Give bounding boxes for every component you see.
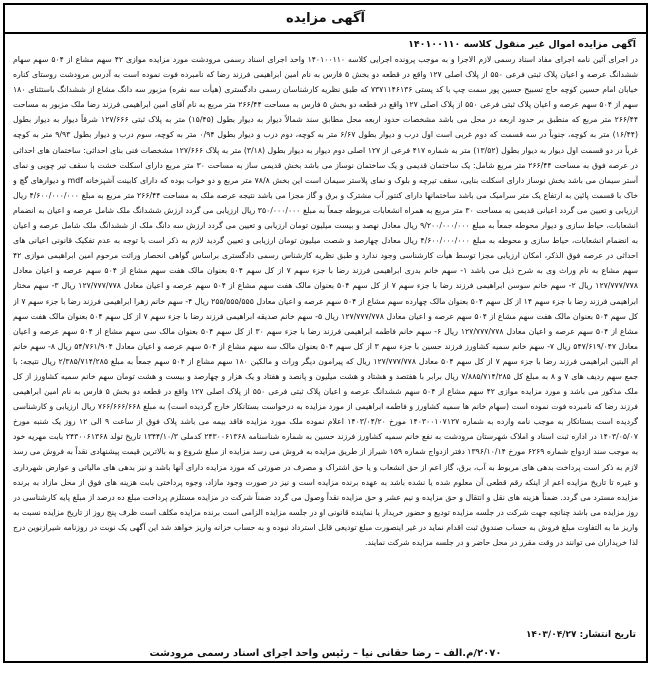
- notice-subheading: آگهی مزایده اموال غیر منقول کلاسه ۱۴۰۱۰۰۱۱۰: [408, 39, 636, 50]
- publish-date: تاریخ انتشار: ۱۴۰۳/۰۴/۲۷: [525, 630, 636, 640]
- auction-notice: [3, 3, 648, 663]
- notice-body: در اجرای آئین نامه اجرای مفاد اسناد رسمی لازم الاجرا و به موجب پرونده اجرایی کلاسه ۱۴۰۱۰۰۱۱۰ واحد اجرای اسناد رسمی مرودشت مورد مزایده موازی ۴۲ سهم مشاع از ۵۰۴ سهم سهام ششدانگ عرصه و اعیان پلاک ثبتی فرعی ۵۵۰ از پلاک اصلی ۱۲۷ واقع در قطعه دو بخش ۵ فارس به نام امین ابراهیمی فرزند رضا که نامبرده فوت نموده است به آدرس مرودشت روستای کناره خیابان امام حسین کوچه حاج تسبیح حسین پور سمت چپ با کد پستی ۷۳۷۱۱۴۶۱۳۶ که طبق نظریه کارشناسان رسمی دادگستری (هیأت سه نفره) مزبور سه دانگ مشاع از ششدانگ باستثنای ۱۸۰ سهم از ۵۰۴ سهم عرصه و اعیان پلاک ثبتی فرعی ۵۵۰ از پلاک اصلی ۱۲۷ واقع در قطعه دو بخش ۵ فارس به مساحت ۲۶۶/۴۴ متر مربع به نام آقای امین ابراهیمی فرزند رضا ملک مزبور به مساحت ۲۶۶/۴۴ متر مربع که منطبق بر حدود اربعه در محل می باشد مشخصات حدود اربعه محل مطابق سند شمالاً دیوار به دیوار بطول (۱۵/۴۵) متر به پلاک ثبتی ۱۲۷/۶۶۶ شرقاً دیوار به دیوار بطول (۱۶/۴۴) متر به کوچه، جنوباً در سه قسمت که دوم غربی است اول درب و دیوار بطول ۶/۶۷ متر به کوچه، دوم درب و دیوار بطول ۰/۹۴ متر به کوچه، سوم درب و دیوار بطول ۹/۹۳ متر به کوچه غرباً در دو قسمت اول دیوار به دیوار بطول (۱۳/۵۲) متر به شماره ۴۱۷ فرعی از ۱۲۷ اصلی دوم دیوار به دیوار بطول (۳/۱۸) متر به پلاک ۱۲۷/۶۶۶ مشخصات فنی بنای احداثی: ساختمان های احداثی در عرصه فوق به مساحت ۲۶۶/۴۴ متر مربع شامل: یک ساختمان قدیمی و یک ساختمان نوساز می باشد بخش قدیمی ساز به مساحت ۳۰ متر مربع دارای اسکلت خشت با سقف تیر چوبی و نمای آستر سیمان می باشد بخش نوساز دارای اسکلت بنایی، سقف تیرچه و بلوک و نمای پلاستر سیمان است این بخش ۷۸/۸ متر مربع و دو خواب بوده که دارای کابینت آشپزخانه mdf و دیوارهای گچ و خاک با قسمت پائین به ارتفاع یک متر سرامیک می باشد ساختمانها دارای کنتور آب مشترک و برق و گاز مجزا می باشد نتیجه عرصه ملک به مساحت ۲۶۶/۴۴ متر مربع به مبلغ ۴/۶۰۰/۰۰۰/۰۰۰ ریال ارزیابی و تعیین می گردد اعیانی قدیمی به مساحت ۳۰ متر مربع به همراه انشعابات مربوطه جمعاً به مبلغ ۳۵۰/۰۰۰/۰۰۰ ریال ارزیابی می گردد ارزش ششدانگ ملک شامل عرصه و اعیان به انضمام انشعابات، حیاط سازی و دیوار محوطه جمعاً به مبلغ ۹/۲۰۰/۰۰۰/۰۰۰ ریال معادل نهصد و بیست میلیون تومان ارزیابی و تعیین می گردد ارزش سه دانگ ملک از ششدانگ ملک شامل عرصه و اعیان به انضمام انشعابات، حیاط سازی و محوطه به مبلغ ۴/۶۰۰/۰۰۰/۰۰۰ ریال معادل چهارصد و شصت میلیون تومان ارزیابی و تعیین گردید لازم به ذکر است با توجه به عدم تفکیک قانونی اعیانی های احداثی در عرصه فوق الذکر، امکان ارزیابی مجزا توسط هیأت کارشناسی وجود ندارد و طبق نظریه کارشناس رسمی دادگستری براساس گواهی انحصار وراثت مرحوم امین ابراهیمی موازی ۴۲ سهم مشاع به نام وراث وی به شرح ذیل می باشد ۱- سهم خانم بدری ابراهیمی فرزند رضا با جزء سهم ۷ از کل سهم ۵۰۴ بعنوان مالک هفت سهم مشاع از ۵۰۴ سهم عرصه و اعیان معادل ۱۲۷/۷۷۷/۷۷۸ ریال ۲- سهم خانم سوسن ابراهیمی فرزند رضا با جزء سهم ۷ از کل سهم ۵۰۴ بعنوان مالک هفت سهم مشاع از ۵۰۴ سهم عرصه و اعیان معادل ۱۲۷/۷۷۷/۷۷۸ ریال ۳- سهم مختار ابراهیمی فرزند رضا با جزء سهم ۱۴ از کل سهم ۵۰۴ بعنوان مالک چهارده سهم مشاع از ۵۰۴ سهم عرصه و اعیان معادل ۲۵۵/۵۵۵/۵۵۵ ریال ۴- سهم خانم زهرا ابراهیمی فرزند رضا با جزء سهم ۷ از کل سهم ۵۰۴ بعنوان مالک هفت سهم مشاع از ۵۰۴ سهم عرصه و اعیان معادل ۱۲۷/۷۷۷/۷۷۸ ریال ۵- سهم خانم صدیقه ابراهیمی فرزند رضا با جزء سهم ۷ از کل سهم ۵۰۴ بعنوان مالک هفت سهم مشاع از ۵۰۴ سهم عرصه و اعیان معادل ۱۲۷/۷۷۷/۷۷۸ ریال ۶- سهم خانم فاطمه ابراهیمی فرزند رضا با جزء سهم ۳۰ از کل سهم ۵۰۴ بعنوان مالک سی سهم مشاع از ۵۰۴ سهم عرصه و اعیان معادل ۵۴۷/۶۱۹/۰۴۷ ریال ۷- سهم خانم سمیه کشاورز فرزند حسین با جزء سهم ۳ از کل سهم ۵۰۴ بعنوان مالک سه سهم مشاع از ۵۰۴ سهم عرصه و اعیان معادل ۵۴/۷۶۱/۹۰۴ ریال ۸- سهم خانم ام البنین ابراهیمی فرزند رضا با جزء سهم ۷ از کل سهم ۵۰۴ معادل ۱۲۷/۷۷۷/۷۷۸ ریال که پیرامون دیگر وراث و مالکین ۱۸۰ سهم مشاع از ۵۰۴ سهم جمعاً به مبلغ ۲/۳۸۵/۷۱۴/۲۸۵ ریال نتیجه: با جمع سهم ردیف های ۷ و ۸ به مبلغ کل ۷/۸۸۵/۷۱۴/۲۸۵ ریال برابر با هفتصد و هشتاد و هشت میلیون و پانصد و هفتاد و یک هزار و چهارصد و بیست و هشت تومان سهم خانم سمیه کشاورز از کل ملک مذکور می باشد و مورد مزایده موازی ۴۲ سهم مشاع از ۵۰۴ سهم ششدانگ عرصه و اعیان پلاک ثبتی فرعی ۵۵۰ از پلاک اصلی ۱۲۷ واقع در قطعه دو بخش ۵ فارس به نام امین ابراهیمی فرزند رضا که نامبرده فوت نموده است (سهام خانم ها سمیه کشاورز و فاطمه ابراهیمی از مورد مزایده به درخواست بستانکار خارج گردیده است) به مبلغ ۷۶۶/۶۶۶/۶۶۸ ریال ارزیابی و کارشناسی گردیده است بستانکار به موجب نامه وارده به شماره ۱۴۰۳۰۰۱۰۷۱۲۷ مورخ ۱۴۰۳/۰۴/۲۰ اعلام نموده ملک مورد مزایده فاقد بیمه می باشد پلاک فوق از ساعت ۹ الی ۱۲ روز یک شنبه مورخ ۱۴۰۳/۰۵/۰۷ در اداره ثبت اسناد و املاک شهرستان مرودشت به نفع خانم سمیه کشاورز فرزند حسین به شماره شناسنامه ۲۴۳۰۰۶۱۳۶۸ کدملی ۱۳۴۴/۱۰/۳ تاریخ تولد ۲۴۳۰۰۶۱۳۶۸ بابت مهریه خود به موجب سند ازدواج شماره ۶۲۶۹ مورخ ۱۳۹۶/۱۰/۱۴ دفتر ازدواج شماره ۱۵۹ شیراز از طریق مزایده به فروش می رسد مزایده از مبلغ شروع و به بالاترین قیمت پیشنهادی نقداً به فروش می رسد لازم به ذکر است پرداخت بدهی های مربوط به آب، برق، گاز اعم از حق انشعاب و یا حق اشتراک و مصرف در صورتی که مورد مزایده دارای آنها باشد و نیز بدهی های مالیاتی و عوارض شهرداری و غیره تا تاریخ مزایده اعم از اینکه رقم قطعی آن معلوم شده یا نشده باشد به عهده برنده مزایده است و نیز در صورت وجود مازاد، وجوه پرداختی بابت هزینه های فوق از محل مازاد به برنده مزایده مسترد می گردد. ضمناً هزینه های نقل و انتقال و حق مزایده و نیم عشر و حق مزایده نقداً وصول می گردد ضمناً شرکت در مزایده مستلزم پرداخت مبلغ ده درصد از مبلغ پایه کارشناسی در روز مزایده می باشد چنانچه جهت شرکت در جلسه مزایده تودیع و حضور خریدار یا نماینده قانونی او در جلسه مزایده الزامی است برنده مزایده مکلف است ظرف پنج روز از تاریخ مزایده نسبت به واریز ما به التفاوت مبلغ فروش به حساب صندوق ثبت اقدام نماید در غیر اینصورت مبلغ تودیعی قابل استرداد نبوده و به حساب خزانه واریز خواهد شد این آگهی یک نوبت در روزنامه شیرازنوین درج لذا خریداران می توانند در وقت مقرر در محل حاضر و در جلسه مزایده شرکت نمایند.: [13, 55, 638, 547]
- title-divider: [5, 32, 646, 34]
- signature-line: ۲۰۷۰/م.الف – رضا حقانی نیا – رئیس واحد اجرای اسناد رسمی مرودشت: [149, 648, 502, 659]
- notice-title: آگهی مزایده: [286, 11, 365, 26]
